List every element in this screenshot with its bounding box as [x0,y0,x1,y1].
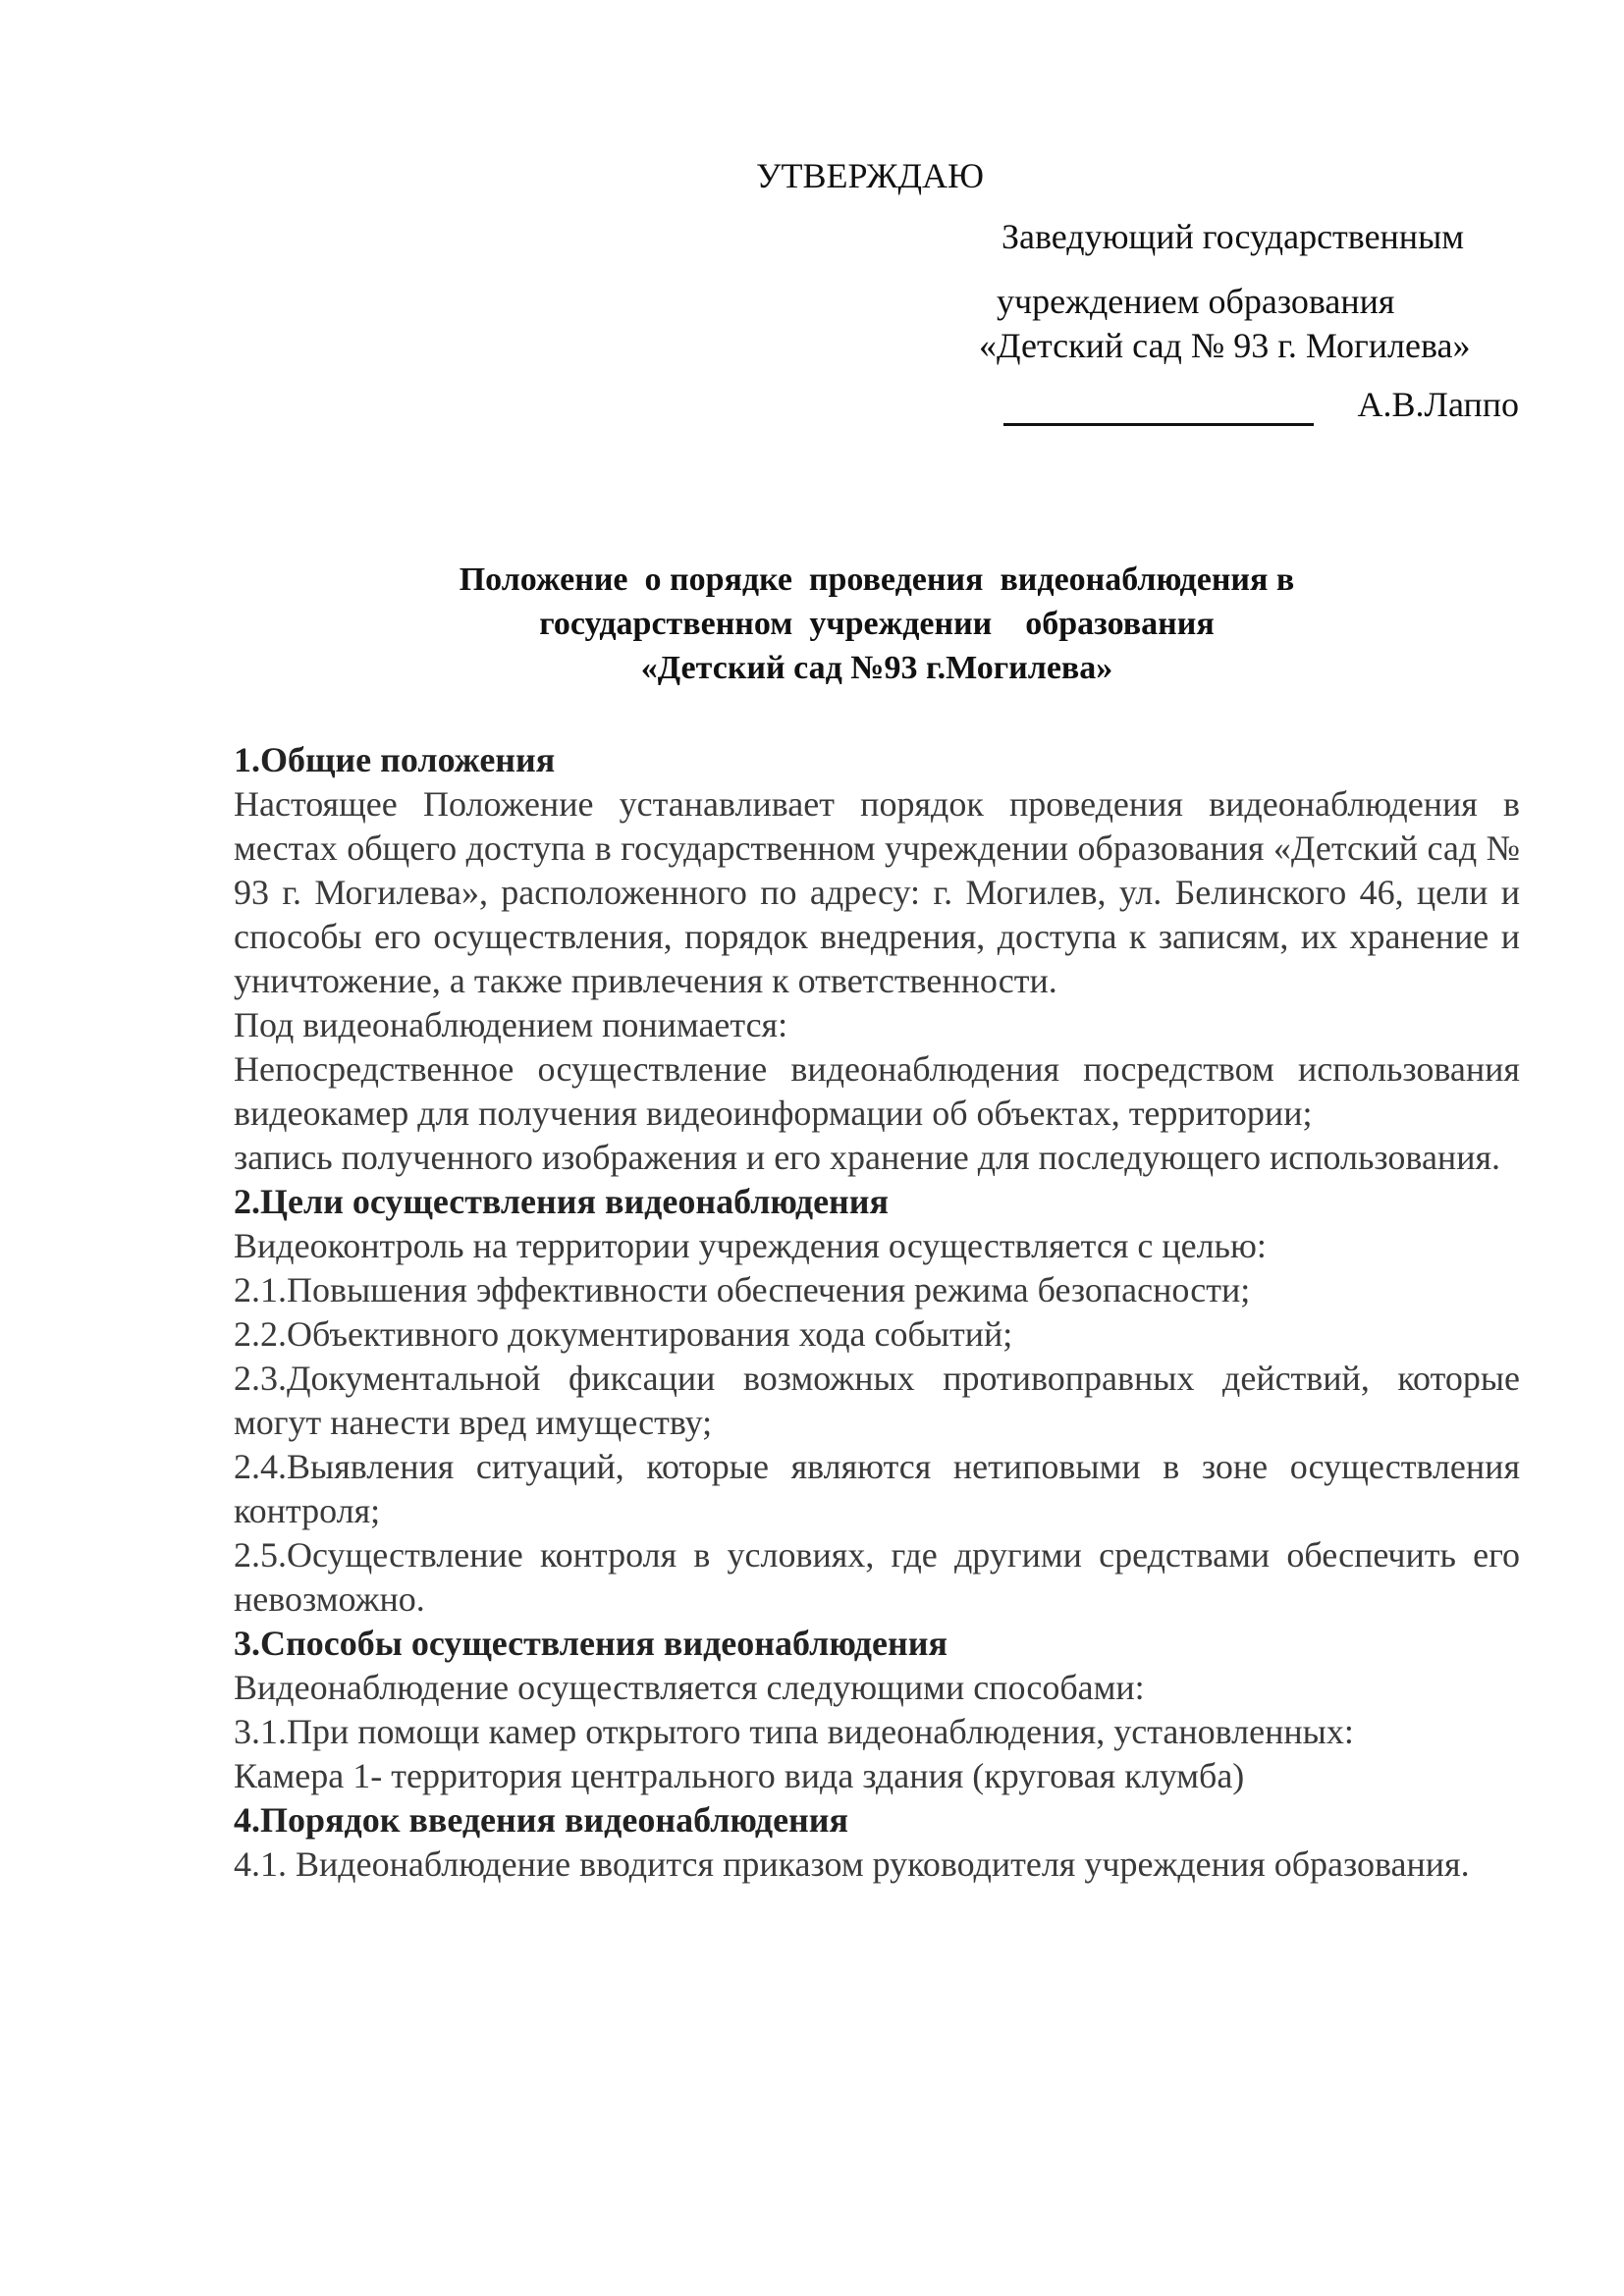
signatory-name: А.В.Лаппо [1357,385,1519,424]
section-4-heading: 4.Порядок введения видеонаблюдения [234,1800,849,1840]
section-2-item-4: 2.4.Выявления ситуаций, которые являются нетиповыми в зоне осуществления контроля; [234,1447,1520,1530]
section-3-camera-1: Камера 1- территория центрального вида здания (круговая клумба) [234,1756,1245,1795]
section-1-paragraph-1: Настоящее Положение устанавливает порядок проведения видеонаблюдения в местах общего доступа в государственном учреждении образования «Детский сад № 93 г. Могилева», расположенного по адресу: г. Могилев, ул. Белинского 46, цели и способы его осуществления, порядок внедрения, доступа к записям, их хранение и уничтожение, а также привлечения к ответственности. [234,784,1520,1000]
document-title-line-1: Положение о порядке проведения видеонаблюдения в [459,561,1295,598]
section-4-item-1: 4.1. Видеонаблюдение вводится приказом руководителя учреждения образования. [234,1844,1470,1884]
section-1-paragraph-4: запись полученного изображения и его хранение для последующего использования. [234,1138,1501,1177]
section-2-heading: 2.Цели осуществления видеонаблюдения [234,1182,890,1221]
section-2-item-5: 2.5.Осуществление контроля в условиях, где другими средствами обеспечить его невозможно. [234,1535,1520,1619]
document-body [234,738,1520,1887]
signature-row [1003,383,1519,428]
section-2-item-1: 2.1.Повышения эффективности обеспечения режима безопасности; [234,1270,1251,1309]
section-1-paragraph-3: Непосредственное осуществление видеонаблюдения посредством использования видеокамер для получения видеоинформации об объектах, территории; [234,1049,1520,1133]
approval-position-line-2: учреждением образования [997,282,1395,321]
section-2-intro: Видеоконтроль на территории учреждения осуществляется с целью: [234,1226,1267,1265]
approval-institution-name: «Детский сад № 93 г. Могилева» [979,326,1471,365]
section-1-heading: 1.Общие положения [234,740,556,779]
approval-title: УТВЕРЖДАЮ [756,156,985,195]
section-3-heading: 3.Способы осуществления видеонаблюдения [234,1624,947,1663]
section-1-paragraph-2: Под видеонаблюдением понимается: [234,1005,788,1044]
section-2-item-3: 2.3.Документальной фиксации возможных противоправных действий, которые могут нанести вред имуществу; [234,1359,1520,1442]
section-3-intro: Видеонаблюдение осуществляется следующими способами: [234,1668,1145,1707]
section-3-item-1: 3.1.При помощи камер открытого типа видеонаблюдения, установленных: [234,1712,1354,1751]
document-title-line-3: «Детский сад №93 г.Могилева» [640,650,1113,686]
signature-line [1003,423,1314,426]
document-title-line-2: государственном учреждении образования [539,606,1215,642]
approval-position-line-1: Заведующий государственным [1001,217,1465,256]
section-2-item-2: 2.2.Объективного документирования хода событий; [234,1314,1013,1354]
document-title [234,558,1520,690]
